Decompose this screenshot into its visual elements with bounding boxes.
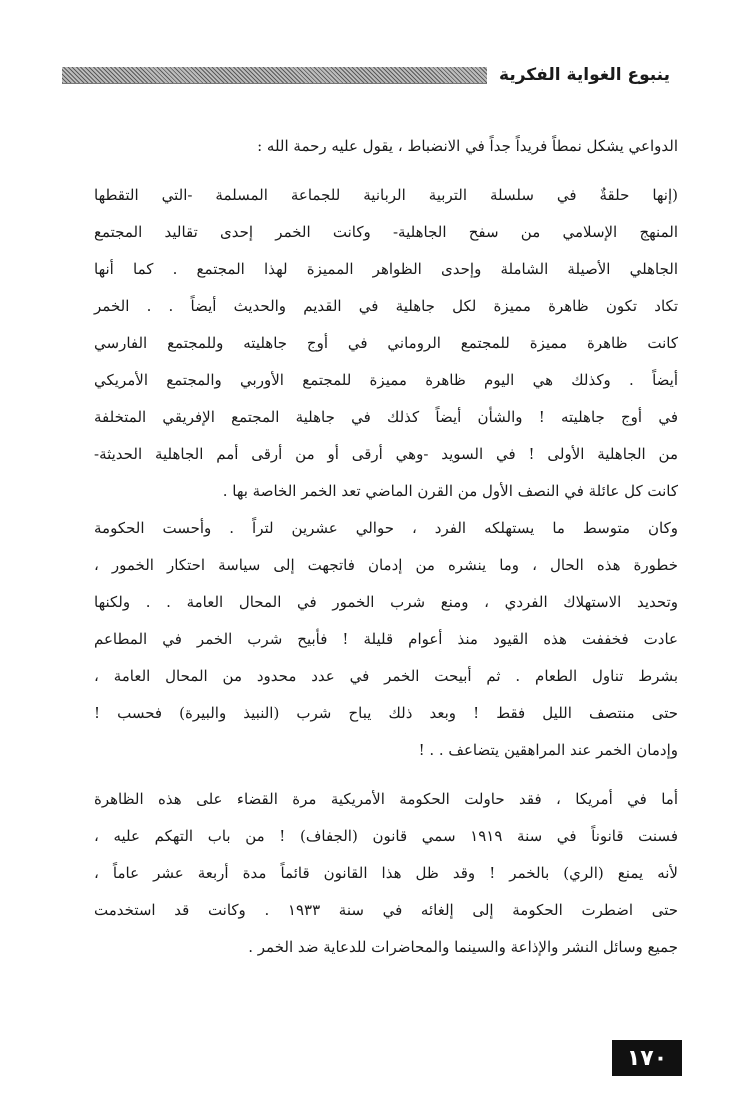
text-line: أما في أمريكا ، فقد حاولت الحكومة الأمريكية مرة القضاء على هذه الظاهرة — [94, 790, 678, 808]
text-line: حتى منتصف الليل فقط ! وبعد ذلك يباح شرب (النبيذ والبيرة) فحسب ! — [94, 704, 678, 722]
text-line: كانت كل عائلة في النصف الأول من القرن الماضي تعد الخمر الخاصة بها . — [222, 482, 678, 500]
text-line: أيضاً . وكذلك هي اليوم ظاهرة مميزة للمجتمع الأوربي والمجتمع الأمريكي — [94, 371, 678, 389]
running-header — [62, 58, 670, 92]
header-decorative-band — [62, 67, 487, 84]
text-line: بشرط تناول الطعام . ثم أبيحت الخمر في عدد محدود من المحال العامة ، — [94, 667, 678, 685]
text-line: من الجاهلية الأولى ! في السويد -وهي أرقى أو من أرقى أمم الجاهلية الحديثة- — [94, 445, 678, 463]
text-line: وإدمان الخمر عند المراهقين يتضاعف . . ! — [418, 741, 678, 759]
text-line: كانت ظاهرة مميزة للمجتمع الروماني في أوج جاهليته وللمجتمع الفارسي — [94, 334, 678, 352]
body-text — [94, 128, 678, 966]
text-line: الجاهلي الأصيلة الشاملة وإحدى الظواهر المميزة لهذا المجتمع . كما أنها — [94, 260, 678, 278]
text-line: تكاد تكون ظاهرة مميزة لكل جاهلية في القديم والحديث أيضاً . . الخمر — [94, 297, 678, 315]
text-line: عادت فخففت هذه القيود منذ أعوام قليلة ! فأبيح شرب الخمر في المطاعم — [94, 630, 678, 648]
text-line: حتى اضطرت الحكومة إلى إلغائه في سنة ١٩٣٣ . وكانت قد استخدمت — [94, 901, 679, 919]
text-line: وتحديد الاستهلاك الفردي ، ومنع شرب الخمور في المحال العامة . . ولكنها — [94, 593, 678, 611]
text-line: (إنها حلقةٌ في سلسلة التربية الربانية للجماعة المسلمة -التي التقطها — [94, 186, 678, 204]
page-number: ١٧٠ — [612, 1040, 682, 1076]
text-line: المنهج الإسلامي من سفح الجاهلية- وكانت الخمر إحدى تقاليد المجتمع — [94, 223, 678, 241]
text-line: وكان متوسط ما يستهلكه الفرد ، حوالي عشرين لتراً . وأحست الحكومة — [94, 519, 678, 537]
running-header-title: ينبوع الغواية الفكرية — [499, 65, 670, 85]
text-line: الدواعي يشكل نمطاً فريداً جداً في الانضباط ، يقول عليه رحمة الله : — [257, 137, 678, 155]
text-line: فسنت قانوناً في سنة ١٩١٩ سمي قانون (الجفاف) ! من باب التهكم عليه ، — [94, 827, 678, 845]
text-line: جميع وسائل النشر والإذاعة والسينما والمحاضرات للدعاية ضد الخمر . — [248, 938, 678, 956]
text-line: خطورة هذه الحال ، وما ينشره من إدمان فاتجهت إلى سياسة احتكار الخمور ، — [94, 556, 678, 574]
text-line: لأنه يمنع (الري) بالخمر ! وقد ظل هذا القانون قائماً مدة أربعة عشر عاماً ، — [94, 864, 678, 882]
text-line: في أوج جاهليته ! والشأن أيضاً كذلك في جاهلية المجتمع الإفريقي المتخلفة — [94, 408, 678, 426]
